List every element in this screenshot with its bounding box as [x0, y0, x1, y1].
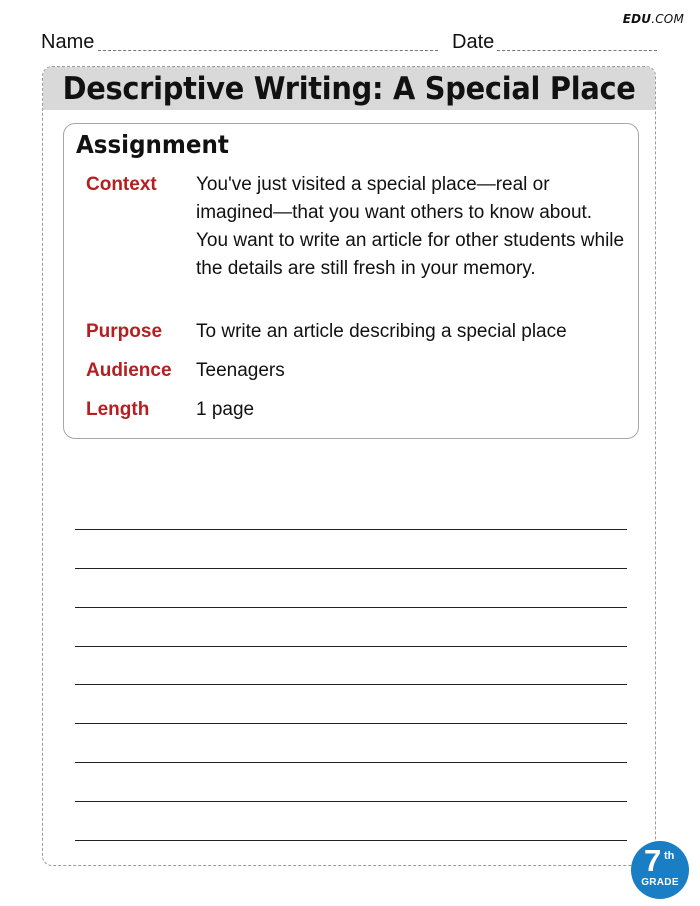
- brand-logo: [623, 12, 684, 26]
- writing-line[interactable]: [75, 724, 627, 763]
- date-field[interactable]: [497, 50, 657, 51]
- audience-value: Teenagers: [196, 360, 285, 381]
- writing-line[interactable]: [75, 763, 627, 802]
- assignment-row-context: [86, 171, 626, 283]
- brand-logo-bold: EDU: [622, 12, 652, 26]
- assignment-row-audience: [86, 357, 626, 385]
- assignment-row-purpose: [86, 318, 626, 346]
- context-label: Context: [86, 174, 157, 195]
- audience-label: Audience: [86, 360, 172, 381]
- date-label: Date: [452, 31, 495, 53]
- purpose-value: To write an article describing a special place: [196, 321, 567, 342]
- grade-number: 7: [644, 843, 662, 878]
- context-value: You've just visited a special place—real or imagined—that you want others to know about. You want to write an article for other students while the details are still fresh in your memory.: [196, 174, 625, 279]
- page-title: Descriptive Writing: A Special Place: [62, 70, 636, 107]
- writing-line[interactable]: [75, 647, 627, 686]
- writing-line[interactable]: [75, 608, 627, 647]
- writing-lines[interactable]: [75, 491, 627, 866]
- assignment-row-length: [86, 396, 626, 424]
- purpose-label: Purpose: [86, 321, 163, 342]
- worksheet-frame: [42, 66, 656, 866]
- assignment-box: [63, 123, 639, 439]
- writing-line[interactable]: [75, 530, 627, 569]
- grade-badge: [631, 841, 689, 899]
- brand-logo-suffix: .COM: [651, 12, 684, 26]
- length-value: 1 page: [196, 399, 255, 420]
- length-label: Length: [86, 399, 150, 420]
- name-label: Name: [41, 31, 95, 53]
- writing-line[interactable]: [75, 491, 627, 530]
- writing-line[interactable]: [75, 685, 627, 724]
- title-bar: [43, 67, 655, 110]
- writing-line[interactable]: [75, 569, 627, 608]
- grade-label: GRADE: [641, 877, 679, 888]
- grade-suffix: th: [664, 850, 675, 862]
- name-field[interactable]: [98, 50, 438, 51]
- writing-line[interactable]: [75, 841, 627, 866]
- assignment-heading: Assignment: [76, 130, 229, 159]
- writing-line[interactable]: [75, 802, 627, 841]
